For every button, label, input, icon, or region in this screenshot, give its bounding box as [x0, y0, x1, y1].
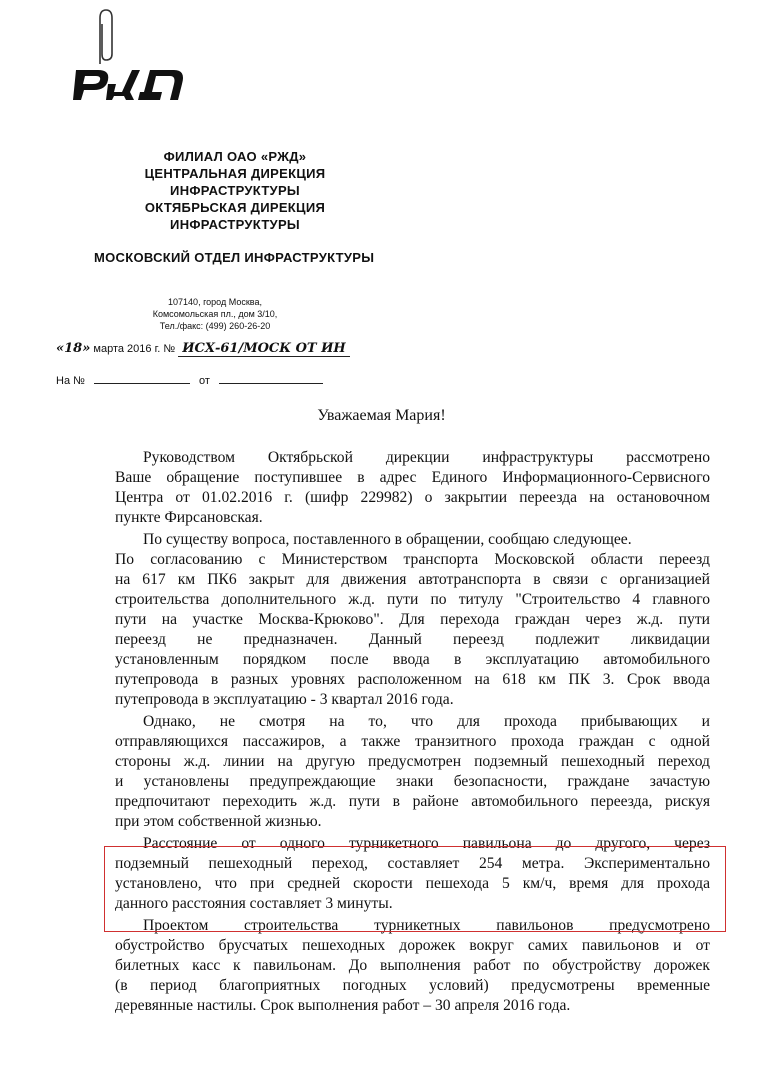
body-line: пункте Фирсановская.: [115, 509, 263, 526]
rzd-logo: [70, 58, 190, 102]
body-line: путепровода в эксплуатацию - 3 квартал 2016 года.: [115, 691, 454, 708]
body-line: отправляющихся пассажиров, а также транзитного прохода граждан с одной: [115, 733, 710, 750]
org-header-line: ИНФРАСТРУКТУРЫ: [170, 217, 300, 232]
date-day: «18»: [56, 341, 91, 356]
body-line: и установлены предупреждающие знаки безопасности, граждане зачастую: [115, 773, 710, 790]
body-line: билетных касс к павильонам. До выполнения работ по обустройству дорожек: [115, 957, 710, 974]
greeting: Уважаемая Мария!: [317, 407, 446, 424]
reference-date-blank: [219, 374, 323, 384]
org-header-line: ИНФРАСТРУКТУРЫ: [170, 183, 300, 198]
body-line: путепровода в разных уровнях расположенном на 618 км ПК 3. Срок ввода: [115, 671, 710, 688]
body-line-highlighted: установлено, что при средней скорости пешехода 5 км/ч, время для прохода: [115, 875, 710, 892]
body-line: при этом собственной жизнью.: [115, 813, 322, 830]
address-line: Тел./факс: (499) 260-26-20: [159, 321, 271, 331]
body-line-highlighted: данного расстояния составляет 3 минуты.: [115, 895, 393, 912]
body-line: деревянные настилы. Срок выполнения работ – 30 апреля 2016 года.: [115, 997, 571, 1014]
org-header-line: ОКТЯБРЬСКАЯ ДИРЕКЦИЯ: [144, 200, 326, 215]
highlight-box: [104, 846, 726, 932]
outgoing-number-label: №: [163, 343, 176, 355]
body-line: Руководством Октябрьской дирекции инфраструктуры рассмотрено: [143, 449, 710, 466]
date-month-year: марта 2016 г.: [93, 343, 161, 355]
org-header-line: ЦЕНТРАЛЬНАЯ ДИРЕКЦИЯ: [144, 166, 326, 181]
reference-number-label: На №: [56, 375, 85, 387]
body-line-highlighted: Расстояние от одного турникетного павильона до другого, через: [143, 835, 710, 852]
department-name: МОСКОВСКИЙ ОТДЕЛ ИНФРАСТРУКТУРЫ: [94, 250, 375, 265]
org-header-line: ФИЛИАЛ ОАО «РЖД»: [163, 149, 307, 164]
date-line: [56, 341, 350, 357]
address-line: 107140, город Москва,: [168, 297, 262, 307]
reference-line: [56, 374, 329, 387]
reference-from-label: от: [199, 375, 210, 387]
body-line: обустройство брусчатых пешеходных дорожек вокруг самих павильонов и от: [115, 937, 710, 954]
org-header: [80, 148, 390, 233]
body-line: По согласованию с Министерством транспорта Московской области переезд: [115, 551, 710, 568]
body-line: Ваше обращение поступившее в адрес Единого Информационного-Сервисного: [115, 469, 710, 486]
outgoing-number: ИСХ-61/МОСК ОТ ИН: [178, 341, 349, 357]
body-line: По существу вопроса, поставленного в обращении, сообщаю следующее.: [143, 531, 632, 548]
body-line: Центра от 01.02.2016 г. (шифр 229982) о закрытии переезда на остановочном: [115, 489, 710, 506]
body-line-highlighted: подземный пешеходный переход, составляет 254 метра. Экспериментально: [115, 855, 710, 872]
body-line: стороны ж.д. линии на другую предусмотрен подземный пешеходный переход: [115, 753, 710, 770]
address-line: Комсомольская пл., дом 3/10,: [152, 309, 278, 319]
body-line: Проектом строительства турникетных павильонов предусмотрено: [143, 917, 710, 934]
reference-number-blank: [94, 374, 190, 384]
body-line: пути на участке Москва-Крюково". Для перехода граждан через ж.д. пути: [115, 611, 710, 628]
body-line: (в период благоприятных погодных условий) предусмотрены временные: [115, 977, 710, 994]
body-line: предпочитают переходить ж.д. пути в районе автомобильного переезда, рискуя: [115, 793, 710, 810]
body-line: установленным порядком после ввода в эксплуатацию автомобильного: [115, 651, 710, 668]
body-line: переезд не предназначен. Данный переезд подлежит ликвидации: [115, 631, 710, 648]
body-line: на 617 км ПК6 закрыт для движения автотранспорта в связи с организацией: [115, 571, 710, 588]
body-line: строительства дополнительного ж.д. пути по титулу "Строительство 4 главного: [115, 591, 710, 608]
address-block: [120, 296, 310, 332]
body-line: Однако, не смотря на то, что для прохода прибывающих и: [143, 713, 710, 730]
